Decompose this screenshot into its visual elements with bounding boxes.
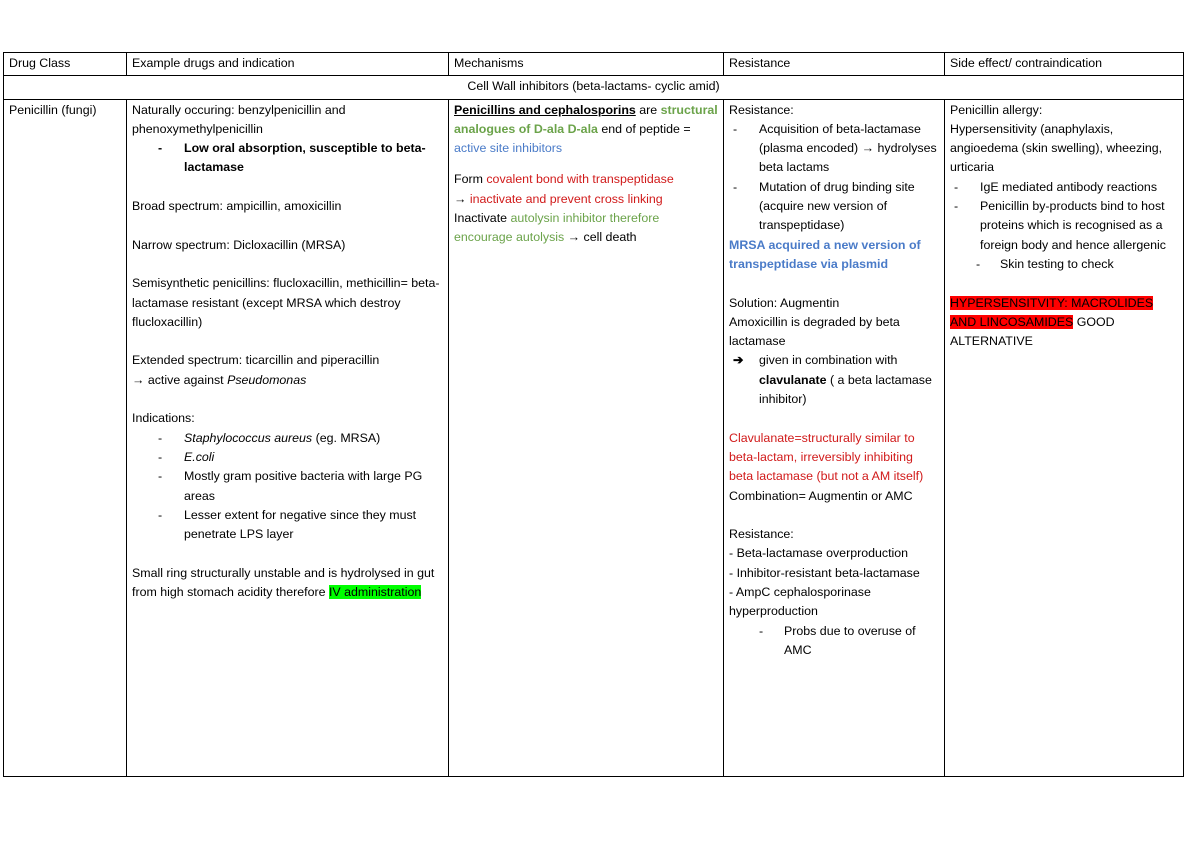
arrow-right-icon: ➔ — [733, 353, 744, 368]
header-examples: Example drugs and indication — [127, 53, 449, 76]
resistance-item: - Acquisition of beta-lactamase (plasma encoded) → hydrolyses beta lactams — [733, 121, 937, 175]
pc-title: Penicillins and cephalosporins — [454, 102, 636, 117]
rb3-sub-text: Probs due to overuse of AMC — [784, 623, 916, 657]
header-side-effects: Side effect/ contraindication — [945, 53, 1184, 76]
resistance-bullet: - Inhibitor-resistant beta-lactamase — [729, 565, 920, 580]
inactivate-text: Inactivate — [454, 211, 511, 226]
side-effect-item: - IgE mediated antibody reactions — [954, 179, 1158, 194]
solution: Solution: Augmentin — [729, 295, 840, 310]
mechanisms-cell — [449, 99, 724, 776]
mechanism-para-4 — [454, 209, 718, 248]
structural-analogues: structural analogues of D-ala D-ala — [454, 102, 718, 136]
resistance-cell — [724, 99, 945, 776]
macrolides-highlight: HYPERSENSITVITY: MACROLIDES AND LINCOSAMIDES — [950, 295, 1154, 329]
indication-item: - Mostly gram positive bacteria with large PG areas — [158, 469, 423, 503]
combination: Combination= Augmentin or AMC — [729, 488, 913, 503]
are-text: are — [635, 102, 658, 117]
mrsa-note: MRSA acquired a new version of transpeptidase via plasmid — [729, 237, 921, 271]
amoxicillin-degraded: Amoxicillin is degraded by beta lactamase — [729, 314, 900, 349]
indication-item: - Staphylococcus aureus (eg. MRSA) — [158, 430, 381, 445]
header-drug-class: Drug Class — [4, 53, 127, 76]
drug-class-cell — [4, 99, 127, 776]
small-ring-text: Small ring structurally unstable and is hydrolysed in gut from high stomach acidity therefore — [132, 565, 435, 600]
good-alternative: GOOD ALTERNATIVE — [950, 314, 1115, 349]
semisynthetic: Semisynthetic penicillins: flucloxacillin, methicillin= beta-lactamase resistant (except MRSA which destroy flucloxacillin) — [132, 276, 440, 329]
penicillin-allergy: Penicillin allergy: — [950, 102, 1043, 117]
small-ring-note — [132, 564, 443, 603]
iv-highlight: IV administration — [328, 585, 422, 600]
ind3-text: Mostly gram positive bacteria with large PG areas — [184, 469, 423, 503]
penicillin-row — [4, 99, 1184, 776]
r1-text: Acquisition of beta-lactamase (plasma encoded) — [759, 121, 921, 156]
natural-penicillins: Naturally occuring: benzylpenicillin and phenoxymethylpenicillin — [132, 102, 346, 136]
clavulanate: clavulanate — [759, 372, 827, 387]
covalent-bond: covalent bond with transpeptidase — [486, 172, 674, 187]
active-site-inhibitors: active site inhibitors — [454, 141, 563, 156]
arrow-right-icon: → — [567, 230, 581, 245]
mechanism-para-1 — [454, 101, 718, 159]
ind4-text: Lesser extent for negative since they must penetrate LPS layer — [184, 507, 417, 542]
r1-tail: hydrolyses beta lactams — [759, 141, 937, 175]
arrow-right-icon: → — [454, 191, 467, 206]
side-effect-sub-item: - Skin testing to check — [976, 256, 1114, 271]
cell-death: cell death — [583, 230, 637, 245]
drug-class-name: Penicillin (fungi) — [9, 102, 97, 117]
hypersensitivity: Hypersensitivity (anaphylaxis, angioedema (skin swelling), wheezing, urticaria — [950, 121, 1163, 175]
pseudomonas: Pseudomonas — [227, 372, 307, 387]
ecoli: E.coli — [184, 449, 215, 464]
extended-arrow-line — [132, 371, 443, 390]
side-effects-cell — [945, 99, 1184, 776]
examples-cell — [127, 99, 449, 776]
header-row — [4, 53, 1184, 76]
section-row — [4, 76, 1184, 99]
mechanism-para-3 — [454, 190, 718, 209]
indication-item: - E.coli — [158, 449, 215, 464]
resistance-bullet: - Beta-lactamase overproduction — [729, 546, 909, 561]
extended-arrow-text: active against — [147, 372, 224, 387]
s1-text: IgE mediated antibody reactions — [980, 179, 1158, 194]
section-title: Cell Wall inhibitors (beta-lactams- cyclic amid) — [4, 76, 1184, 99]
s2-sub-text: Skin testing to check — [1000, 256, 1114, 271]
clav-rest: ( a beta lactamase inhibitor) — [759, 372, 932, 407]
inactivate-prevent: inactivate and prevent cross linking — [469, 191, 663, 206]
extended-spectrum: Extended spectrum: ticarcillin and piperacillin — [132, 353, 380, 368]
given-combination — [729, 351, 939, 409]
resistance-label-2: Resistance: — [729, 527, 794, 542]
indication-item: - Lesser extent for negative since they must penetrate LPS layer — [158, 507, 417, 542]
clavulanate-note: Clavulanate=structurally similar to beta-lactam, irreversibly inhibiting beta lactamase (but not a AM itself) — [729, 430, 924, 484]
mechanism-para-2 — [454, 170, 718, 189]
resistance-item: - Mutation of drug binding site (acquire new version of transpeptidase) — [733, 179, 915, 233]
r2-text: Mutation of drug binding site (acquire new version of transpeptidase) — [759, 179, 915, 233]
broad-spectrum: Broad spectrum: ampicillin, amoxicillin — [132, 199, 342, 214]
autolysin-text: autolysin inhibitor therefore encourage autolysis — [454, 211, 660, 245]
arrow-right-icon: → — [861, 141, 875, 156]
narrow-spectrum: Narrow spectrum: Dicloxacillin (MRSA) — [132, 237, 346, 252]
indications-label: Indications: — [132, 411, 195, 426]
resistance-sub-bullet: - Probs due to overuse of AMC — [759, 623, 916, 657]
given-text: given in combination with — [759, 353, 898, 368]
resistance-bullet: - AmpC cephalosporinase hyperproduction — [729, 585, 871, 619]
resistance-label: Resistance: — [729, 102, 794, 117]
ind1-rest: (eg. MRSA) — [312, 430, 381, 445]
drug-table — [3, 52, 1184, 777]
staph-aureus: Staphylococcus aureus — [184, 430, 313, 445]
s2-text: Penicillin by-products bind to host proteins which is recognised as a foreign body and hence allergenic — [980, 199, 1166, 252]
natural-bullet-text: Low oral absorption, susceptible to beta-lactamase — [184, 141, 426, 175]
header-mechanisms: Mechanisms — [449, 53, 724, 76]
form-text: Form — [454, 172, 487, 187]
side-effect-item: - Penicillin by-products bind to host proteins which is recognised as a foreign body and hence allergenic — [954, 199, 1166, 252]
arrow-right-icon: → — [132, 372, 145, 387]
natural-bullet: - Low oral absorption, susceptible to beta-lactamase — [158, 141, 426, 175]
end-of-peptide: end of peptide = — [597, 121, 691, 136]
header-resistance: Resistance — [724, 53, 945, 76]
alternative-note — [950, 294, 1178, 352]
